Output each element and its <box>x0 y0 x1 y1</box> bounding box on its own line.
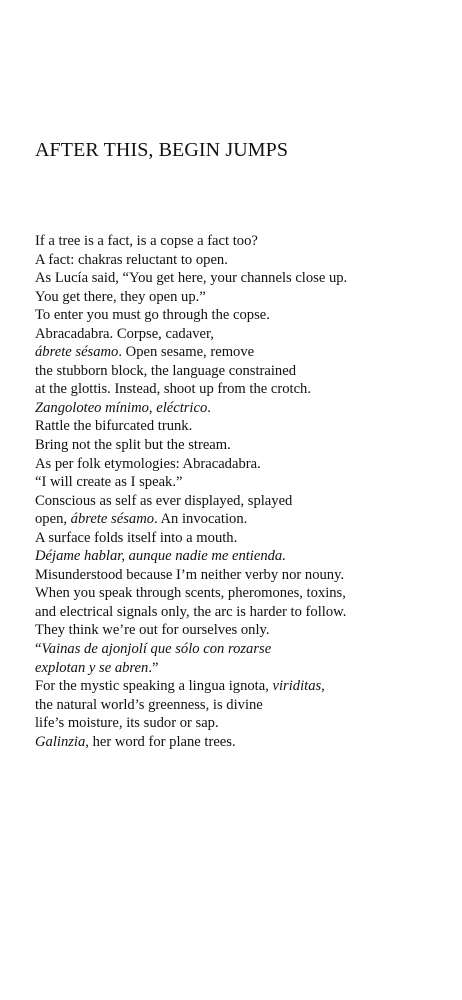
poem-text: . <box>207 399 211 416</box>
poem-text-italic: Déjame hablar, aunque nadie me entienda. <box>35 548 286 565</box>
poem-line <box>35 510 455 529</box>
poem-line <box>35 288 455 307</box>
poem-text-italic: Galinzia <box>35 733 86 750</box>
poem-text-italic: Zangoloteo mínimo, eléctrico <box>35 399 208 416</box>
poem-line <box>35 362 455 381</box>
poem-line <box>35 232 455 251</box>
poem-line <box>35 677 455 696</box>
poem-line <box>35 343 455 362</box>
poem-body <box>35 232 455 751</box>
poem-line <box>35 399 455 418</box>
poem-text: You get there, they open up.” <box>35 288 206 305</box>
poem-text-italic: explotan y se abren <box>35 659 149 676</box>
poem-text: at the glottis. Instead, shoot up from the crotch. <box>35 381 312 398</box>
poem-text: , her word for plane trees. <box>85 733 236 750</box>
poem-line <box>35 417 455 436</box>
poem-line <box>35 547 455 566</box>
poem-text: open, <box>35 511 71 528</box>
poem-line <box>35 584 455 603</box>
poem-text: . An invocation. <box>154 511 248 528</box>
poem-text: the natural world’s greenness, is divine <box>35 696 263 713</box>
poem-line <box>35 492 455 511</box>
poem-text: They think we’re out for ourselves only. <box>35 622 270 639</box>
poem-text: .” <box>148 659 159 676</box>
poem-line <box>35 566 455 585</box>
poem-text-italic: ábrete sésamo <box>70 511 155 528</box>
poem-line <box>35 714 455 733</box>
poem-line <box>35 380 455 399</box>
poem-text: A fact: chakras reluctant to open. <box>35 251 228 268</box>
poem-text: and electrical signals only, the arc is harder to follow. <box>35 603 347 620</box>
poem-line <box>35 306 455 325</box>
poem-line <box>35 733 455 752</box>
poem-line <box>35 455 455 474</box>
poem-text: “I will create as I speak.” <box>35 474 183 491</box>
poem-text: Rattle the bifurcated trunk. <box>35 418 193 435</box>
poem-text: Bring not the split but the stream. <box>35 437 231 454</box>
poem-line <box>35 621 455 640</box>
poem-text: life’s moisture, its sudor or sap. <box>35 715 219 732</box>
poem-line <box>35 640 455 659</box>
poem-text: To enter you must go through the copse. <box>35 307 270 324</box>
poem-text: the stubborn block, the language constrained <box>35 362 296 379</box>
poem-text: . Open sesame, remove <box>118 344 255 361</box>
poem-line <box>35 529 455 548</box>
poem-text-italic: Vainas de ajonjolí que sólo con rozarse <box>41 641 272 658</box>
poem-text: For the mystic speaking a lingua ignota, <box>35 678 273 695</box>
poem-line <box>35 603 455 622</box>
poem-text: Misunderstood because I’m neither verby nor nouny. <box>35 566 345 583</box>
poem-text: If a tree is a fact, is a copse a fact too? <box>35 233 258 249</box>
poem-text: Conscious as self as ever displayed, splayed <box>35 492 293 509</box>
poem-text: As Lucía said, “You get here, your channels close up. <box>35 270 348 287</box>
poem-line <box>35 473 455 492</box>
poem-line <box>35 325 455 344</box>
poem-text: As per folk etymologies: Abracadabra. <box>35 455 261 472</box>
poem-line <box>35 269 455 288</box>
poem-text-italic: viriditas, <box>272 678 325 695</box>
poem-line <box>35 436 455 455</box>
poem-line <box>35 659 455 678</box>
poem-title: AFTER THIS, BEGIN JUMPS <box>35 139 289 161</box>
poem-text: A surface folds itself into a mouth. <box>35 529 238 546</box>
poem-line <box>35 251 455 270</box>
poem-text: “ <box>35 641 42 658</box>
poem-text: Abracadabra. Corpse, cadaver, <box>35 325 214 342</box>
poem-line <box>35 696 455 715</box>
poem-text: When you speak through scents, pheromones, toxins, <box>35 585 346 602</box>
poem-text-italic: ábrete sésamo <box>35 344 119 361</box>
